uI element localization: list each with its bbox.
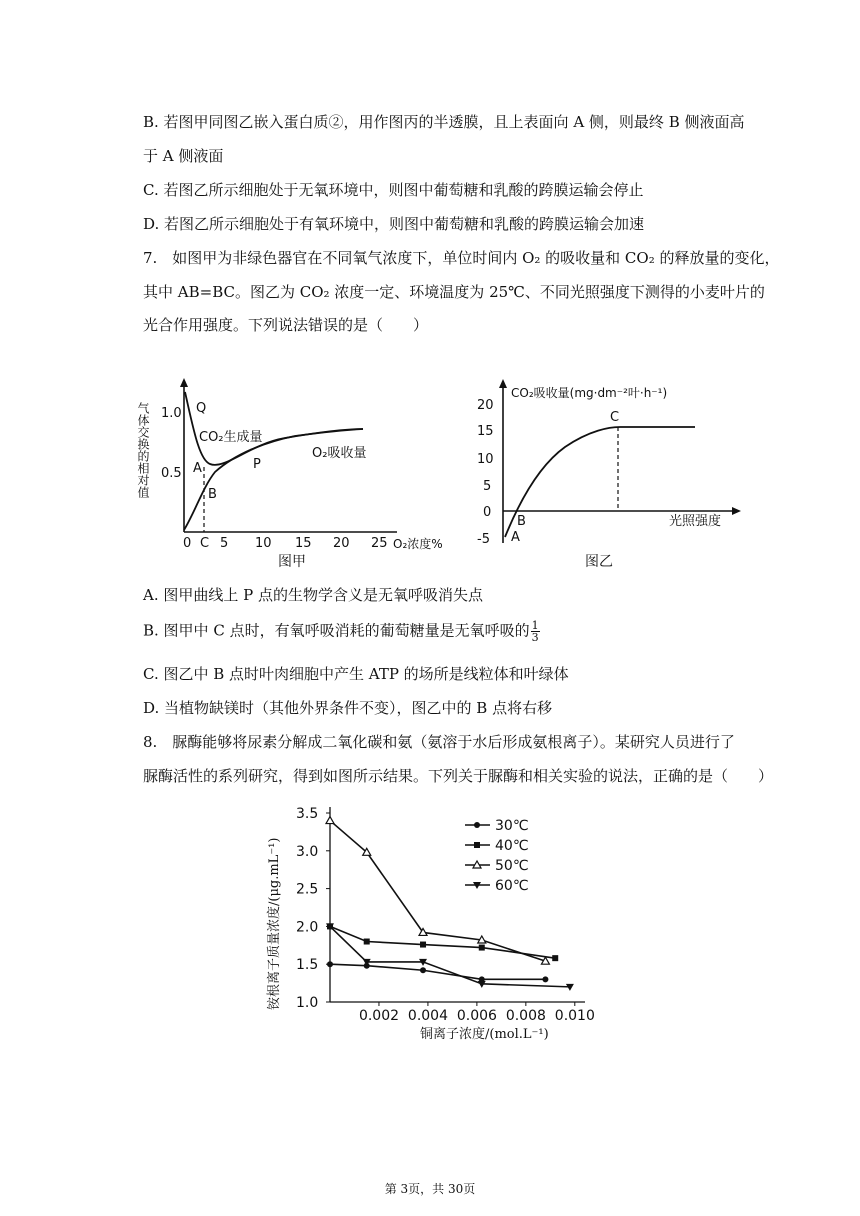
jia-label-q: Q xyxy=(196,401,207,416)
q8-stem-line2: 脲酶活性的系列研究，得到如图所示结果。下列关于脲酶和相关实验的说法，正确的是（ ） xyxy=(143,767,774,785)
yi-ytick-15: 15 xyxy=(477,424,494,439)
chart-xtick-label: 0.002 xyxy=(358,1008,400,1024)
yi-ytick-5: 5 xyxy=(483,479,492,494)
jia-ylabel: 气体交换的相对值 xyxy=(136,402,150,498)
jia-xlabel: O₂浓度% xyxy=(393,537,443,551)
yi-title: CO₂吸收量(mg·dm⁻²叶·h⁻¹) xyxy=(511,386,668,400)
chart-data-point xyxy=(420,967,426,973)
q6-option-d: D. 若图乙所示细胞处于有氧环境中，则图中葡萄糖和乳酸的跨膜运输会加速 xyxy=(143,215,645,233)
chart-legend-label: 40℃ xyxy=(495,838,529,854)
figure-jia xyxy=(135,372,465,572)
yi-ytick-0: 0 xyxy=(483,505,492,520)
jia-xtick-5: 5 xyxy=(220,536,229,551)
chart-ytick-label: 2.5 xyxy=(296,881,319,898)
chart-ytick-label: 1.0 xyxy=(296,995,319,1011)
chart-legend-label: 60℃ xyxy=(495,878,529,894)
jia-xtick-25: 25 xyxy=(371,536,388,551)
q7-fraction-den: 3 xyxy=(531,631,539,644)
q7-stem-line1: 7. 如图甲为非绿色器官在不同氧气浓度下，单位时间内 O₂ 的吸收量和 CO₂ 的释放量的变化， xyxy=(143,249,780,267)
jia-ytick-05: 0.5 xyxy=(161,466,182,481)
chart-data-point xyxy=(326,817,334,824)
q7-option-b-text: B. 图甲中 C 点时，有氧呼吸消耗的葡萄糖量是无氧呼吸的 xyxy=(143,621,530,640)
jia-xtick-0: 0 xyxy=(183,536,192,551)
urease-chart xyxy=(267,795,600,1045)
jia-ytick-1: 1.0 xyxy=(161,406,182,421)
chart-series-line xyxy=(330,964,545,979)
jia-xtick-10: 10 xyxy=(255,536,272,551)
q7-stem-line2: 其中 AB=BC。图乙为 CO₂ 浓度一定、环境温度为 25℃、不同光照强度下测得的小麦叶片的 xyxy=(143,283,765,301)
chart-ylabel: 铵根离子质量浓度/(μg.mL⁻¹) xyxy=(267,837,282,1010)
yi-label-c: C xyxy=(610,410,620,425)
yi-label-a: A xyxy=(511,530,520,545)
chart-xtick-label: 0.008 xyxy=(505,1008,546,1024)
chart-legend-label: 30℃ xyxy=(495,818,529,834)
q7-option-c: C. 图乙中 B 点时叶肉细胞中产生 ATP 的场所是线粒体和叶绿体 xyxy=(143,665,569,683)
jia-y-arrow xyxy=(180,378,188,387)
q7-option-a: A. 图甲曲线上 P 点的生物学含义是无氧呼吸消失点 xyxy=(143,586,483,604)
yi-y-arrow xyxy=(499,379,507,388)
jia-caption: 图甲 xyxy=(278,554,306,570)
jia-label-b: B xyxy=(208,487,217,502)
q7-option-b xyxy=(143,620,540,643)
chart-ytick-label: 1.5 xyxy=(296,957,319,974)
chart-data-point xyxy=(327,961,333,967)
chart-data-point xyxy=(420,942,426,948)
yi-xlabel: 光照强度 xyxy=(669,514,722,529)
chart-ytick-label: 2.0 xyxy=(296,919,319,936)
chart-data-point xyxy=(364,939,370,945)
yi-curve xyxy=(505,427,695,537)
q7-fraction xyxy=(531,620,540,643)
q6-option-b-line1: B. 若图甲同图乙嵌入蛋白质②，用作图丙的半透膜，且上表面向 A 侧，则最终 B 侧液面高 xyxy=(143,113,745,131)
chart-ytick-label: 3.0 xyxy=(296,843,319,860)
yi-x-arrow xyxy=(732,507,741,515)
jia-label-a: A xyxy=(193,461,202,476)
jia-label-p: P xyxy=(253,457,261,472)
yi-ytick-10: 10 xyxy=(477,452,494,467)
q6-option-c: C. 若图乙所示细胞处于无氧环境中，则图中葡萄糖和乳酸的跨膜运输会停止 xyxy=(143,181,644,199)
chart-data-point xyxy=(542,976,548,982)
chart-legend-label: 50℃ xyxy=(495,858,529,874)
chart-xtick-label: 0.006 xyxy=(456,1008,497,1024)
q7-fraction-num: 1 xyxy=(531,619,539,632)
chart-data-point xyxy=(479,945,485,951)
chart-ytick-label: 3.5 xyxy=(296,806,319,822)
page-footer: 第 3页，共 30页 xyxy=(384,1182,476,1196)
yi-caption: 图乙 xyxy=(585,554,613,570)
q7-stem-line3: 光合作用强度。下列说法错误的是（ ） xyxy=(143,316,429,334)
jia-xtick-20: 20 xyxy=(333,536,350,551)
q8-stem-line1: 8. 脲酶能够将尿素分解成二氧化碳和氨（氨溶于水后形成氨根离子）。某研究人员进行了 xyxy=(143,733,735,751)
chart-data-point xyxy=(474,822,480,828)
yi-ytick-neg5: -5 xyxy=(477,532,490,547)
chart-data-point xyxy=(552,955,558,961)
q6-option-b-line2: 于 A 侧液面 xyxy=(143,147,224,165)
chart-xlabel: 铜离子浓度/(mol.L⁻¹) xyxy=(420,1027,549,1042)
q7-option-d: D. 当植物缺镁时（其他外界条件不变），图乙中的 B 点将右移 xyxy=(143,699,553,717)
chart-xtick-label: 0.004 xyxy=(407,1008,449,1024)
yi-ytick-20: 20 xyxy=(477,398,494,413)
figure-yi xyxy=(465,375,755,575)
jia-label-o2: O₂吸收量 xyxy=(312,446,367,461)
chart-data-point xyxy=(474,842,480,848)
jia-label-co2: CO₂生成量 xyxy=(199,430,263,445)
chart-xtick-label: 0.010 xyxy=(554,1008,595,1024)
yi-label-b: B xyxy=(517,514,526,529)
jia-xtick-15: 15 xyxy=(295,536,312,551)
jia-xtick-c: C xyxy=(200,536,210,551)
